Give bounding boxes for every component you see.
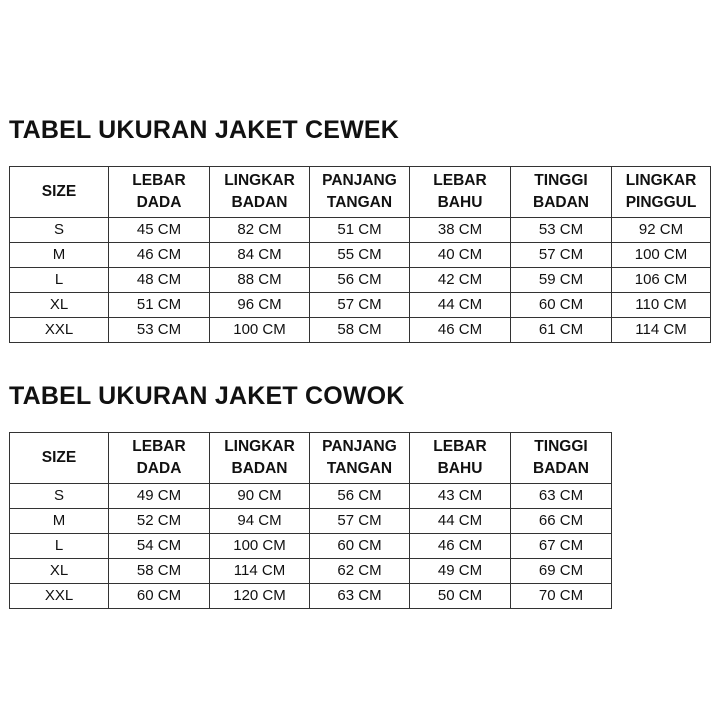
measurement-cell: 92 CM (612, 218, 711, 243)
measurement-cell: 60 CM (109, 584, 210, 609)
column-header (210, 167, 310, 218)
column-header (410, 433, 511, 484)
size-cell: S (10, 484, 109, 509)
measurement-cell: 49 CM (109, 484, 210, 509)
column-header-line: PANJANG (322, 438, 397, 455)
measurement-cell: 50 CM (410, 584, 511, 609)
measurement-cell: 48 CM (109, 268, 210, 293)
size-cell: XXL (10, 584, 109, 609)
table-row (10, 318, 711, 343)
measurement-cell: 56 CM (310, 484, 410, 509)
column-header (109, 433, 210, 484)
measurement-cell: 114 CM (210, 559, 310, 584)
column-header-line: TINGGI (534, 172, 588, 189)
column-header (612, 167, 711, 218)
measurement-cell: 43 CM (410, 484, 511, 509)
size-cell: XL (10, 293, 109, 318)
column-header (210, 433, 310, 484)
column-header-line: LEBAR (132, 172, 186, 189)
column-header-line: SIZE (41, 449, 77, 466)
measurement-cell: 56 CM (310, 268, 410, 293)
measurement-cell: 58 CM (310, 318, 410, 343)
column-header-line: DADA (136, 194, 182, 211)
size-cell: XXL (10, 318, 109, 343)
measurement-cell: 44 CM (410, 509, 511, 534)
measurement-cell: 88 CM (210, 268, 310, 293)
measurement-cell: 54 CM (109, 534, 210, 559)
title-cowok: TABEL UKURAN JAKET COWOK (9, 382, 405, 410)
measurement-cell: 120 CM (210, 584, 310, 609)
table-row (10, 268, 711, 293)
measurement-cell: 40 CM (410, 243, 511, 268)
size-cell: M (10, 243, 109, 268)
size-cell: M (10, 509, 109, 534)
column-header-line: TINGGI (534, 438, 588, 455)
column-header-line: LINGKAR (625, 172, 697, 189)
column-header-size (10, 167, 109, 218)
column-header (410, 167, 511, 218)
measurement-cell: 57 CM (310, 509, 410, 534)
size-cell: XL (10, 559, 109, 584)
measurement-cell: 96 CM (210, 293, 310, 318)
column-header (310, 433, 410, 484)
measurement-cell: 52 CM (109, 509, 210, 534)
measurement-cell: 45 CM (109, 218, 210, 243)
measurement-cell: 57 CM (511, 243, 612, 268)
measurement-cell: 114 CM (612, 318, 711, 343)
measurement-cell: 110 CM (612, 293, 711, 318)
measurement-cell: 61 CM (511, 318, 612, 343)
column-header-line: TANGAN (326, 460, 393, 477)
size-table-cewek (9, 166, 711, 343)
size-cell: L (10, 534, 109, 559)
table-header (10, 167, 711, 218)
column-header (310, 167, 410, 218)
column-header-line: PANJANG (322, 172, 397, 189)
table-row (10, 243, 711, 268)
measurement-cell: 55 CM (310, 243, 410, 268)
table-row (10, 293, 711, 318)
measurement-cell: 44 CM (410, 293, 511, 318)
measurement-cell: 106 CM (612, 268, 711, 293)
table-row (10, 509, 612, 534)
table-body (10, 484, 612, 609)
column-header-line: LEBAR (433, 172, 487, 189)
size-cell: S (10, 218, 109, 243)
column-header-line: BADAN (533, 194, 589, 211)
measurement-cell: 94 CM (210, 509, 310, 534)
table-row (10, 584, 612, 609)
table-body (10, 218, 711, 343)
measurement-cell: 90 CM (210, 484, 310, 509)
column-header (109, 167, 210, 218)
measurement-cell: 100 CM (612, 243, 711, 268)
column-header-line: BAHU (437, 194, 483, 211)
table-row (10, 484, 612, 509)
column-header-line: BADAN (533, 460, 589, 477)
size-cell: L (10, 268, 109, 293)
table-header (10, 433, 612, 484)
measurement-cell: 60 CM (310, 534, 410, 559)
measurement-cell: 38 CM (410, 218, 511, 243)
measurement-cell: 60 CM (511, 293, 612, 318)
size-table-cowok (9, 432, 612, 609)
measurement-cell: 66 CM (511, 509, 612, 534)
column-header-line: LEBAR (433, 438, 487, 455)
measurement-cell: 67 CM (511, 534, 612, 559)
table-row (10, 218, 711, 243)
table-row (10, 559, 612, 584)
column-header (511, 433, 612, 484)
measurement-cell: 59 CM (511, 268, 612, 293)
header-row (10, 167, 711, 218)
column-header-line: SIZE (41, 183, 77, 200)
measurement-cell: 58 CM (109, 559, 210, 584)
measurement-cell: 49 CM (410, 559, 511, 584)
column-header-line: DADA (136, 460, 182, 477)
column-header-line: LINGKAR (224, 172, 295, 189)
column-header-size (10, 433, 109, 484)
measurement-cell: 46 CM (410, 318, 511, 343)
header-row (10, 433, 612, 484)
measurement-cell: 84 CM (210, 243, 310, 268)
column-header-line: LINGKAR (224, 438, 295, 455)
measurement-cell: 42 CM (410, 268, 511, 293)
column-header-line: PINGGUL (625, 194, 697, 211)
measurement-cell: 63 CM (511, 484, 612, 509)
measurement-cell: 82 CM (210, 218, 310, 243)
measurement-cell: 51 CM (310, 218, 410, 243)
column-header-line: LEBAR (132, 438, 186, 455)
measurement-cell: 46 CM (109, 243, 210, 268)
measurement-cell: 46 CM (410, 534, 511, 559)
measurement-cell: 100 CM (210, 534, 310, 559)
measurement-cell: 51 CM (109, 293, 210, 318)
column-header-line: BADAN (231, 194, 288, 211)
title-cewek: TABEL UKURAN JAKET CEWEK (9, 116, 399, 144)
measurement-cell: 69 CM (511, 559, 612, 584)
column-header-line: BAHU (437, 460, 483, 477)
measurement-cell: 53 CM (109, 318, 210, 343)
measurement-cell: 100 CM (210, 318, 310, 343)
measurement-cell: 53 CM (511, 218, 612, 243)
measurement-cell: 70 CM (511, 584, 612, 609)
column-header-line: BADAN (231, 460, 288, 477)
measurement-cell: 63 CM (310, 584, 410, 609)
measurement-cell: 57 CM (310, 293, 410, 318)
column-header-line: TANGAN (326, 194, 393, 211)
measurement-cell: 62 CM (310, 559, 410, 584)
column-header (511, 167, 612, 218)
table-row (10, 534, 612, 559)
